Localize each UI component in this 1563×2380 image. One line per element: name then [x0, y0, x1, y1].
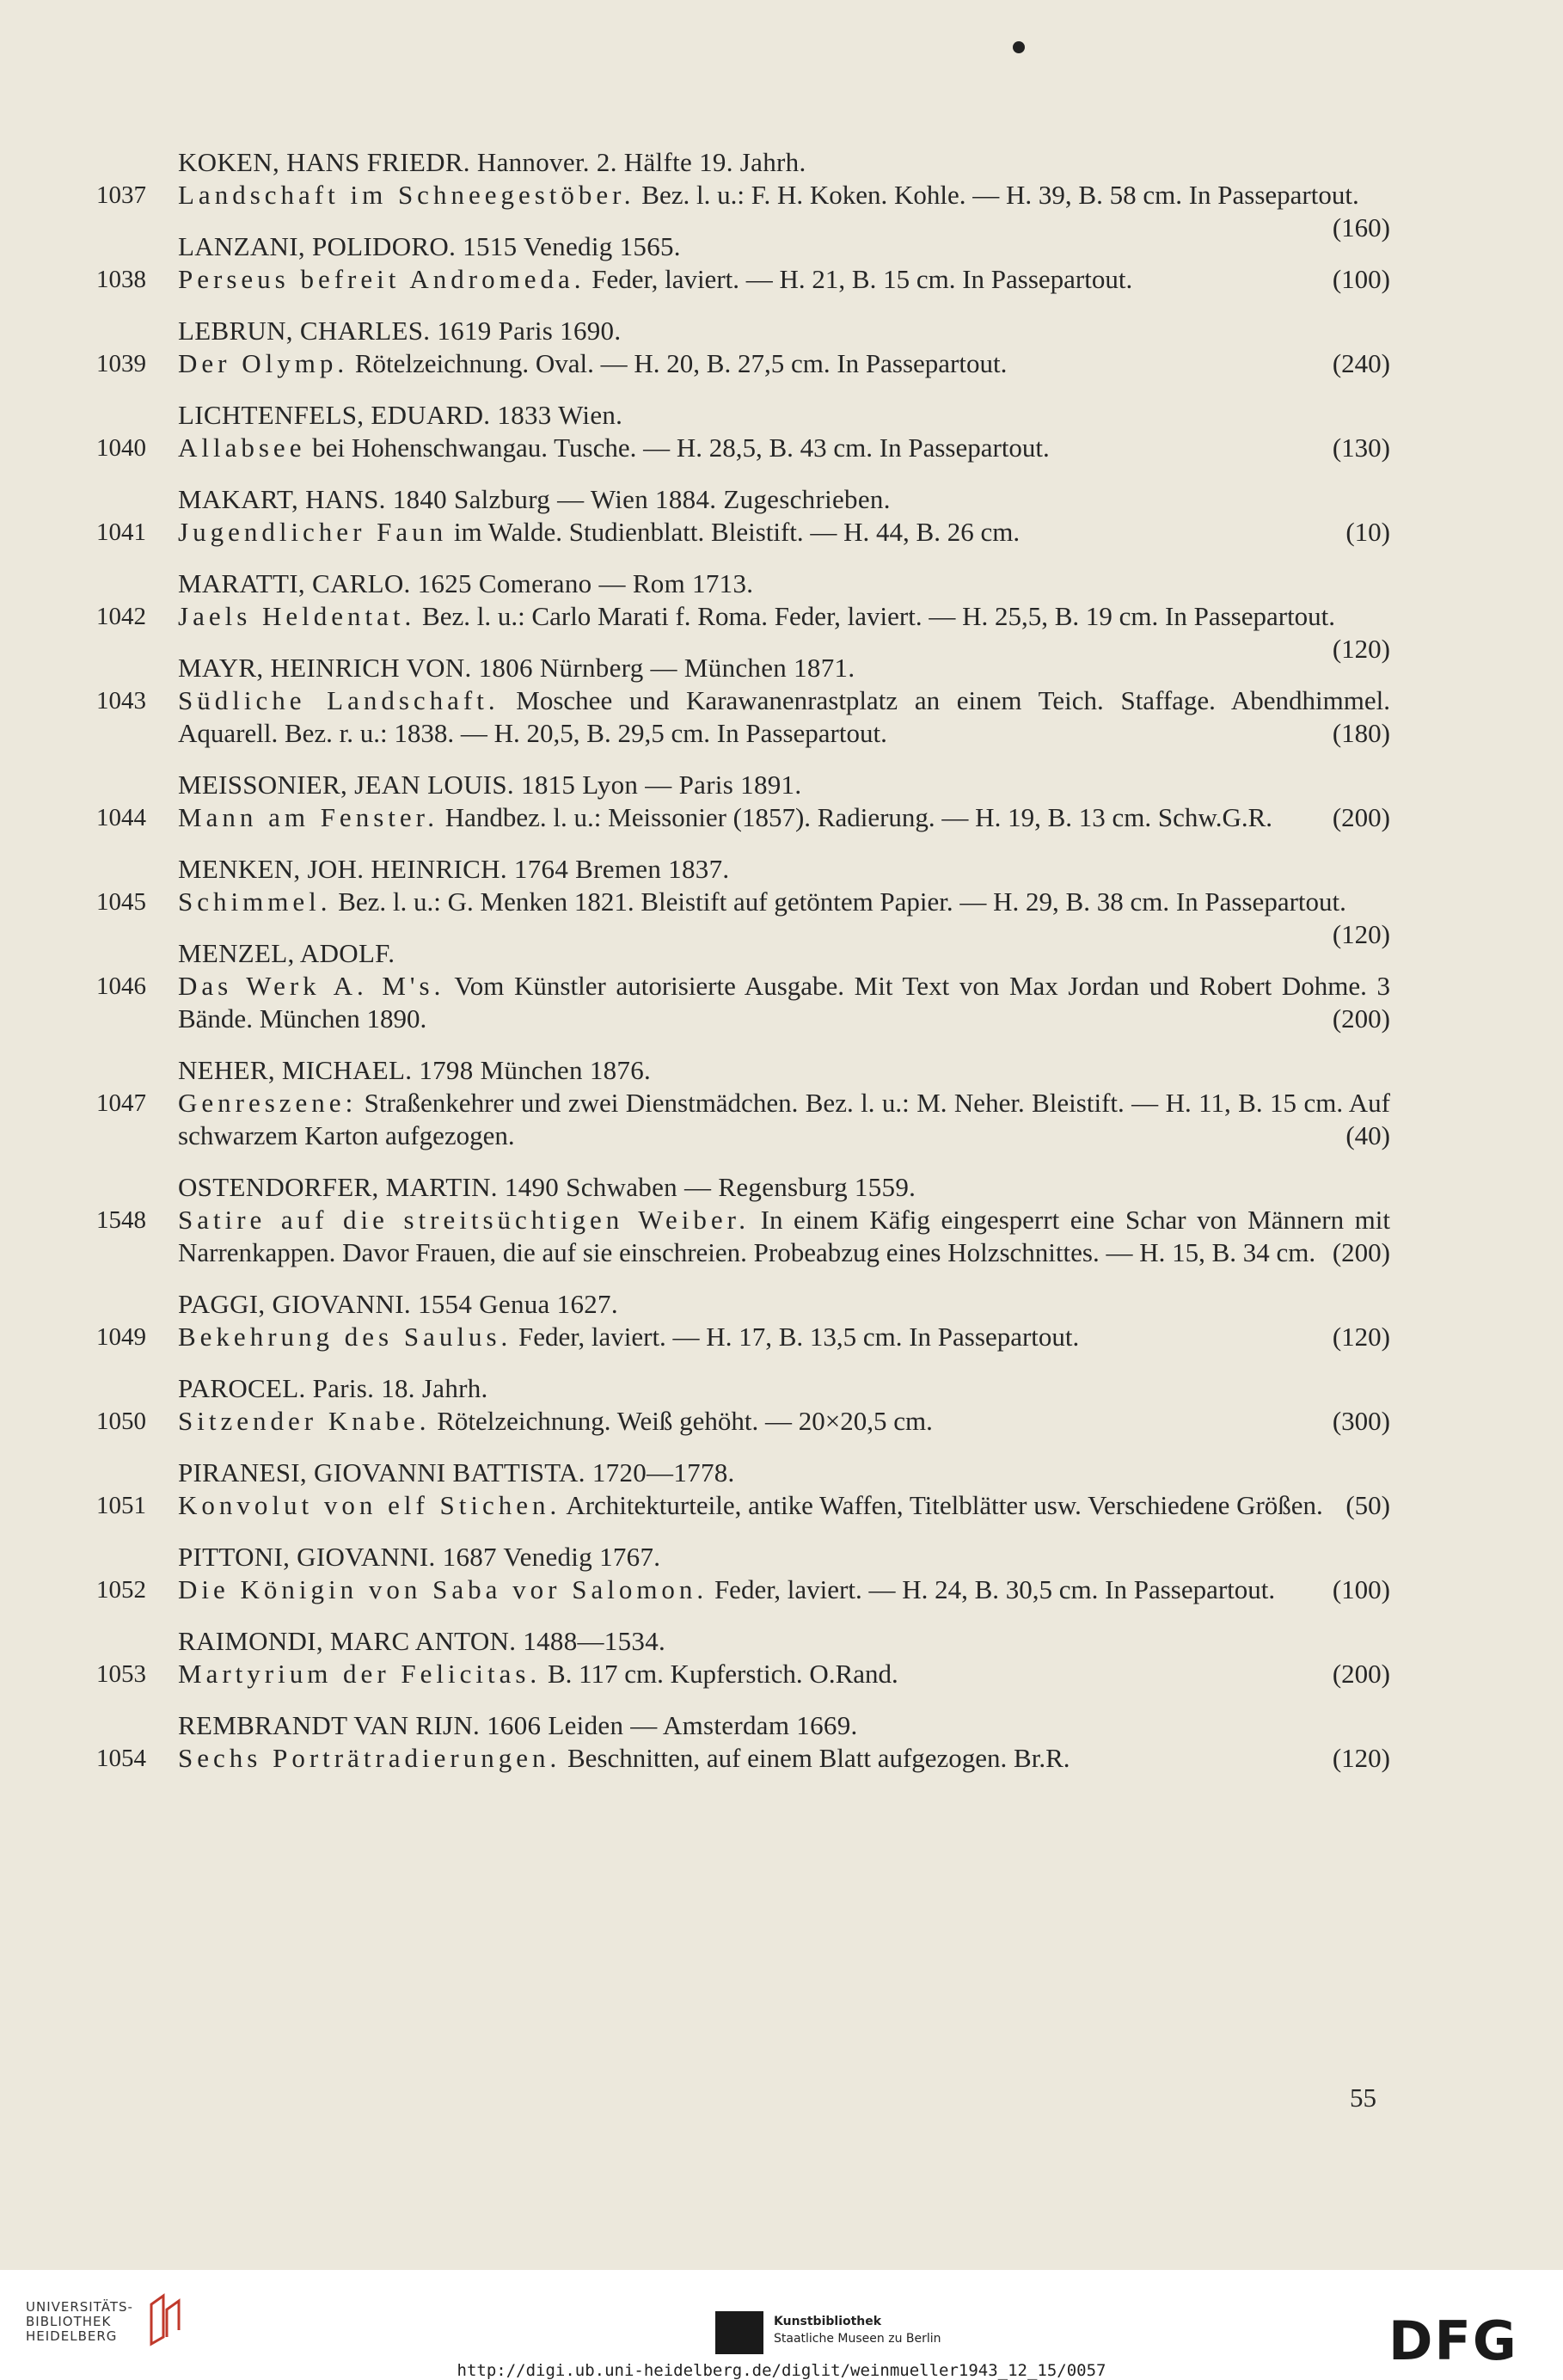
lot-title: Konvolut von elf Stichen. [178, 1490, 561, 1520]
catalog-entry [0, 1054, 1563, 1152]
artist-heading: MEISSONIER, JEAN LOUIS. 1815 Lyon — Paris 1891. [178, 770, 802, 800]
lot-line [0, 886, 1563, 949]
artist-heading: MENKEN, JOH. HEINRICH. 1764 Bremen 1837. [178, 854, 730, 884]
lot-number: 1042 [96, 603, 146, 630]
lot-description [178, 179, 1390, 242]
heidelberg-logo-icon [144, 2292, 186, 2349]
catalog-entry [0, 399, 1563, 464]
catalog-entry [0, 483, 1563, 549]
catalog-entry [0, 937, 1563, 1035]
lot-description [178, 1405, 1390, 1438]
lot-line [0, 1204, 1563, 1269]
lot-estimate: (200) [1332, 1003, 1390, 1034]
lot-number: 1046 [96, 972, 146, 1000]
lot-line [0, 1658, 1563, 1690]
lot-number: 1052 [96, 1576, 146, 1604]
lot-description [178, 970, 1390, 1035]
artist-heading: RAIMONDI, MARC ANTON. 1488—1534. [178, 1626, 666, 1656]
lot-title: Martyrium der Felicitas. [178, 1659, 542, 1689]
artist-heading: MAKART, HANS. 1840 Salzburg — Wien 1884. Zugeschrieben. [178, 484, 891, 514]
lot-number: 1041 [96, 518, 146, 546]
catalog-entry [0, 652, 1563, 750]
lot-number: 1040 [96, 434, 146, 462]
lot-title: Landschaft im Schneegestöber. [178, 180, 635, 210]
lot-title: Bekehrung des Saulus. [178, 1322, 512, 1352]
lot-line [0, 1742, 1563, 1775]
lot-line [0, 1573, 1563, 1606]
lot-number: 1047 [96, 1089, 146, 1117]
lot-title: Perseus befreit Andromeda. [178, 264, 585, 294]
catalog-entry [0, 1171, 1563, 1269]
lot-description [178, 1489, 1390, 1522]
catalog-entry [0, 1288, 1563, 1353]
lot-description [178, 263, 1390, 296]
artist-heading: MAYR, HEINRICH VON. 1806 Nürnberg — München 1871. [178, 653, 855, 683]
lot-line [0, 347, 1563, 380]
catalog-entry [0, 853, 1563, 949]
lot-line [0, 600, 1563, 664]
lot-details: Bez. l. u.: G. Menken 1821. Bleistift auf getöntem Papier. — H. 29, B. 38 cm. In Passepartout. [331, 886, 1346, 917]
catalog-entries [0, 146, 1563, 1794]
lot-estimate: (40) [1345, 1120, 1390, 1150]
artist-heading: PIRANESI, GIOVANNI BATTISTA. 1720—1778. [178, 1457, 735, 1488]
catalog-entry [0, 567, 1563, 664]
lot-details: Rötelzeichnung. Oval. — H. 20, B. 27,5 cm. In Passepartout. [348, 348, 1008, 378]
lot-number: 1039 [96, 350, 146, 377]
lot-details: Handbez. l. u.: Meissonier (1857). Radierung. — H. 19, B. 13 cm. Schw.G.R. [438, 802, 1273, 832]
lot-estimate: (120) [1332, 634, 1390, 664]
lot-details: Rötelzeichnung. Weiß gehöht. — 20×20,5 cm. [430, 1406, 933, 1436]
artist-heading: PAGGI, GIOVANNI. 1554 Genua 1627. [178, 1289, 618, 1319]
lot-details: Bez. l. u.: F. H. Koken. Kohle. — H. 39, B. 58 cm. In Passepartout. [634, 180, 1359, 210]
lot-number: 1050 [96, 1408, 146, 1435]
lot-line [0, 263, 1563, 296]
lot-number: 1051 [96, 1492, 146, 1519]
dfg-logo[interactable]: DFG [1388, 2309, 1518, 2372]
artist-heading: MENZEL, ADOLF. [178, 938, 395, 968]
lot-line [0, 970, 1563, 1035]
catalog-entry [0, 315, 1563, 380]
kunstbibliothek-logo-icon [715, 2311, 763, 2354]
lot-line [0, 179, 1563, 242]
artist-heading: LANZANI, POLIDORO. 1515 Venedig 1565. [178, 231, 681, 261]
lot-description [178, 684, 1390, 750]
lot-estimate: (120) [1332, 1322, 1390, 1352]
artist-heading: PAROCEL. Paris. 18. Jahrh. [178, 1373, 488, 1403]
lot-line [0, 516, 1563, 549]
lot-description [178, 886, 1390, 949]
lot-details: B. 117 cm. Kupferstich. O.Rand. [541, 1659, 898, 1689]
catalog-entry [0, 1372, 1563, 1438]
lot-number: 1053 [96, 1660, 146, 1688]
catalog-entry [0, 1625, 1563, 1690]
lot-estimate: (160) [1332, 212, 1390, 242]
catalog-entry [0, 1709, 1563, 1775]
lot-description [178, 801, 1390, 834]
lot-title: Das Werk A. M's. [178, 971, 445, 1001]
lot-estimate: (240) [1332, 348, 1390, 378]
lot-title: Sitzender Knabe. [178, 1406, 431, 1436]
lot-number: 1548 [96, 1206, 146, 1234]
lot-details: Vom Künstler autorisierte Ausgabe. Mit Text von Max Jordan und Robert Dohme. 3 Bände. München 1890. [178, 971, 1390, 1034]
lot-estimate: (120) [1332, 1743, 1390, 1773]
lot-line [0, 1489, 1563, 1522]
catalog-entry [0, 146, 1563, 242]
lot-description [178, 1742, 1390, 1775]
lot-details: bei Hohenschwangau. Tusche. — H. 28,5, B. 43 cm. In Passepartout. [305, 432, 1050, 463]
lot-estimate: (200) [1332, 1237, 1390, 1267]
kunstbibliothek-logo[interactable]: Kunstbibliothek Staatliche Museen zu Berlin [774, 2315, 941, 2346]
lot-details: Feder, laviert. — H. 24, B. 30,5 cm. In Passepartout. [708, 1574, 1276, 1604]
artist-heading: LEBRUN, CHARLES. 1619 Paris 1690. [178, 316, 622, 346]
lot-number: 1043 [96, 687, 146, 715]
lot-estimate: (200) [1332, 1659, 1390, 1689]
lot-title: Sechs Porträtradierungen. [178, 1743, 561, 1773]
lot-title: Satire auf die streitsüchtigen Weiber. [178, 1205, 751, 1235]
lot-number: 1045 [96, 888, 146, 916]
lot-title: Der Olymp. [178, 348, 349, 378]
lot-line [0, 432, 1563, 464]
artist-heading: NEHER, MICHAEL. 1798 München 1876. [178, 1055, 652, 1085]
catalog-entry [0, 1541, 1563, 1606]
lot-title: Genreszene: [178, 1088, 358, 1118]
lot-details: Architekturteile, antike Waffen, Titelblätter usw. Verschiedene Größen. [561, 1490, 1323, 1520]
artist-heading: OSTENDORFER, MARTIN. 1490 Schwaben — Regensburg 1559. [178, 1172, 916, 1202]
lot-description [178, 1573, 1390, 1606]
lot-line [0, 1087, 1563, 1152]
catalog-entry [0, 1457, 1563, 1522]
lot-title: Die Königin von Saba vor Salomon. [178, 1574, 708, 1604]
lot-estimate: (180) [1332, 718, 1390, 748]
source-url-link[interactable]: http://digi.ub.uni-heidelberg.de/diglit/weinmueller1943_12_15/0057 [457, 2361, 1106, 2380]
lot-estimate: (300) [1332, 1406, 1390, 1436]
lot-description [178, 1658, 1390, 1690]
page-number: 55 [1350, 2082, 1376, 2113]
lot-description [178, 1204, 1390, 1269]
lot-description [178, 1321, 1390, 1353]
lot-number: 1049 [96, 1323, 146, 1351]
lot-description [178, 516, 1390, 549]
lot-estimate: (120) [1332, 919, 1390, 949]
heidelberg-library-logo[interactable]: UNIVERSITÄTS- BIBLIOTHEK HEIDELBERG [26, 2299, 133, 2344]
lot-details: Moschee und Karawanenrastplatz an einem Teich. Staffage. Abendhimmel. Aquarell. Bez. r. u.: 1838. — H. 20,5, B. 29,5 cm. In Passepartout. [178, 685, 1390, 748]
lot-title: Jaels Heldentat. [178, 601, 416, 631]
lot-details: In einem Käfig eingesperrt eine Schar von Männern mit Narrenkappen. Davor Frauen, die auf sie einschreien. Probeabzug eines Holzschnittes. — H. 15, B. 34 cm. [178, 1205, 1390, 1267]
lot-estimate: (50) [1345, 1490, 1390, 1520]
lot-description [178, 432, 1390, 464]
lot-description [178, 600, 1390, 664]
artist-heading: PITTONI, GIOVANNI. 1687 Venedig 1767. [178, 1542, 661, 1572]
lot-number: 1038 [96, 266, 146, 293]
lot-title: Südliche Landschaft. [178, 685, 500, 715]
lot-number: 1037 [96, 181, 146, 209]
lot-estimate: (200) [1332, 802, 1390, 832]
lot-line [0, 801, 1563, 834]
lot-estimate: (100) [1332, 1574, 1390, 1604]
lot-title: Schimmel. [178, 886, 332, 917]
lot-description [178, 1087, 1390, 1152]
lot-number: 1054 [96, 1745, 146, 1772]
lot-details: Straßenkehrer und zwei Dienstmädchen. Bez. l. u.: M. Neher. Bleistift. — H. 11, B. 15 cm. Auf schwarzem Karton aufgezogen. [178, 1088, 1390, 1150]
lot-details: Beschnitten, auf einem Blatt aufgezogen. Br.R. [561, 1743, 1070, 1773]
lot-line [0, 684, 1563, 750]
lot-title: Jugendlicher Faun [178, 517, 448, 547]
lot-details: Feder, laviert. — H. 17, B. 13,5 cm. In Passepartout. [512, 1322, 1080, 1352]
artist-heading: LICHTENFELS, EDUARD. 1833 Wien. [178, 400, 623, 430]
lot-details: Bez. l. u.: Carlo Marati f. Roma. Feder, laviert. — H. 25,5, B. 19 cm. In Passepartout. [415, 601, 1336, 631]
page-mark [1013, 41, 1025, 53]
catalog-entry [0, 769, 1563, 834]
artist-heading: REMBRANDT VAN RIJN. 1606 Leiden — Amsterdam 1669. [178, 1710, 858, 1740]
lot-estimate: (10) [1345, 517, 1390, 547]
digitization-footer [0, 2270, 1563, 2379]
lot-title: Allabsee [178, 432, 306, 463]
catalog-entry [0, 230, 1563, 296]
lot-description [178, 347, 1390, 380]
lot-line [0, 1321, 1563, 1353]
lot-number: 1044 [96, 804, 146, 831]
artist-heading: KOKEN, HANS FRIEDR. Hannover. 2. Hälfte 19. Jahrh. [178, 147, 806, 177]
lot-line [0, 1405, 1563, 1438]
lot-estimate: (100) [1332, 264, 1390, 294]
lot-estimate: (130) [1332, 432, 1390, 463]
lot-title: Mann am Fenster. [178, 802, 438, 832]
artist-heading: MARATTI, CARLO. 1625 Comerano — Rom 1713. [178, 568, 754, 598]
lot-details: Feder, laviert. — H. 21, B. 15 cm. In Passepartout. [585, 264, 1133, 294]
lot-details: im Walde. Studienblatt. Bleistift. — H. 44, B. 26 cm. [447, 517, 1021, 547]
